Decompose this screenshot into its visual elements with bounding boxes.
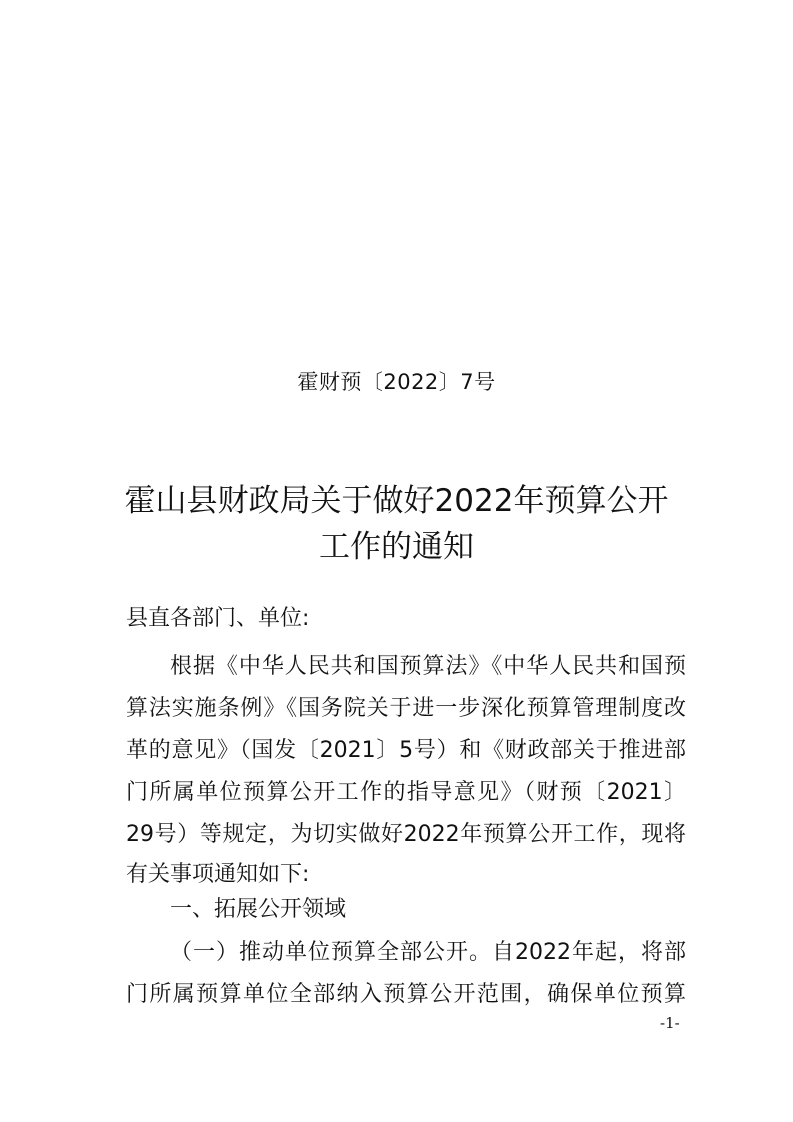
paragraph-line: 29号）等规定，为切实做好2022年预算公开工作，现将: [126, 822, 686, 847]
paragraph-line: 门所属单位预算公开工作的指导意见》（财预〔2021〕: [126, 780, 686, 805]
title-line-2: 工作的通知: [319, 529, 474, 565]
paragraph-line: 有关事项通知如下:: [126, 862, 310, 887]
document-number: 霍财预〔2022〕7号: [297, 370, 496, 394]
title-line-1: 霍山县财政局关于做好2022年预算公开: [124, 483, 669, 519]
paragraph-line: 门所属预算单位全部纳入预算公开范围，确保单位预算: [126, 982, 686, 1007]
paragraph-line: 根据《中华人民共和国预算法》《中华人民共和国预: [170, 654, 686, 679]
paragraph-line: 革的意见》（国发〔2021〕5号）和《财政部关于推进部: [126, 738, 686, 763]
paragraph-line: 算法实施条例》《国务院关于进一步深化预算管理制度改: [126, 696, 686, 721]
section-heading: 一、拓展公开领域: [170, 897, 347, 922]
addressee: 县直各部门、单位:: [126, 606, 310, 631]
document-title: [0, 478, 793, 570]
page-number: -1-: [660, 1014, 680, 1032]
paragraph-line: （一）推动单位预算全部公开。自2022年起，将部: [170, 940, 686, 965]
